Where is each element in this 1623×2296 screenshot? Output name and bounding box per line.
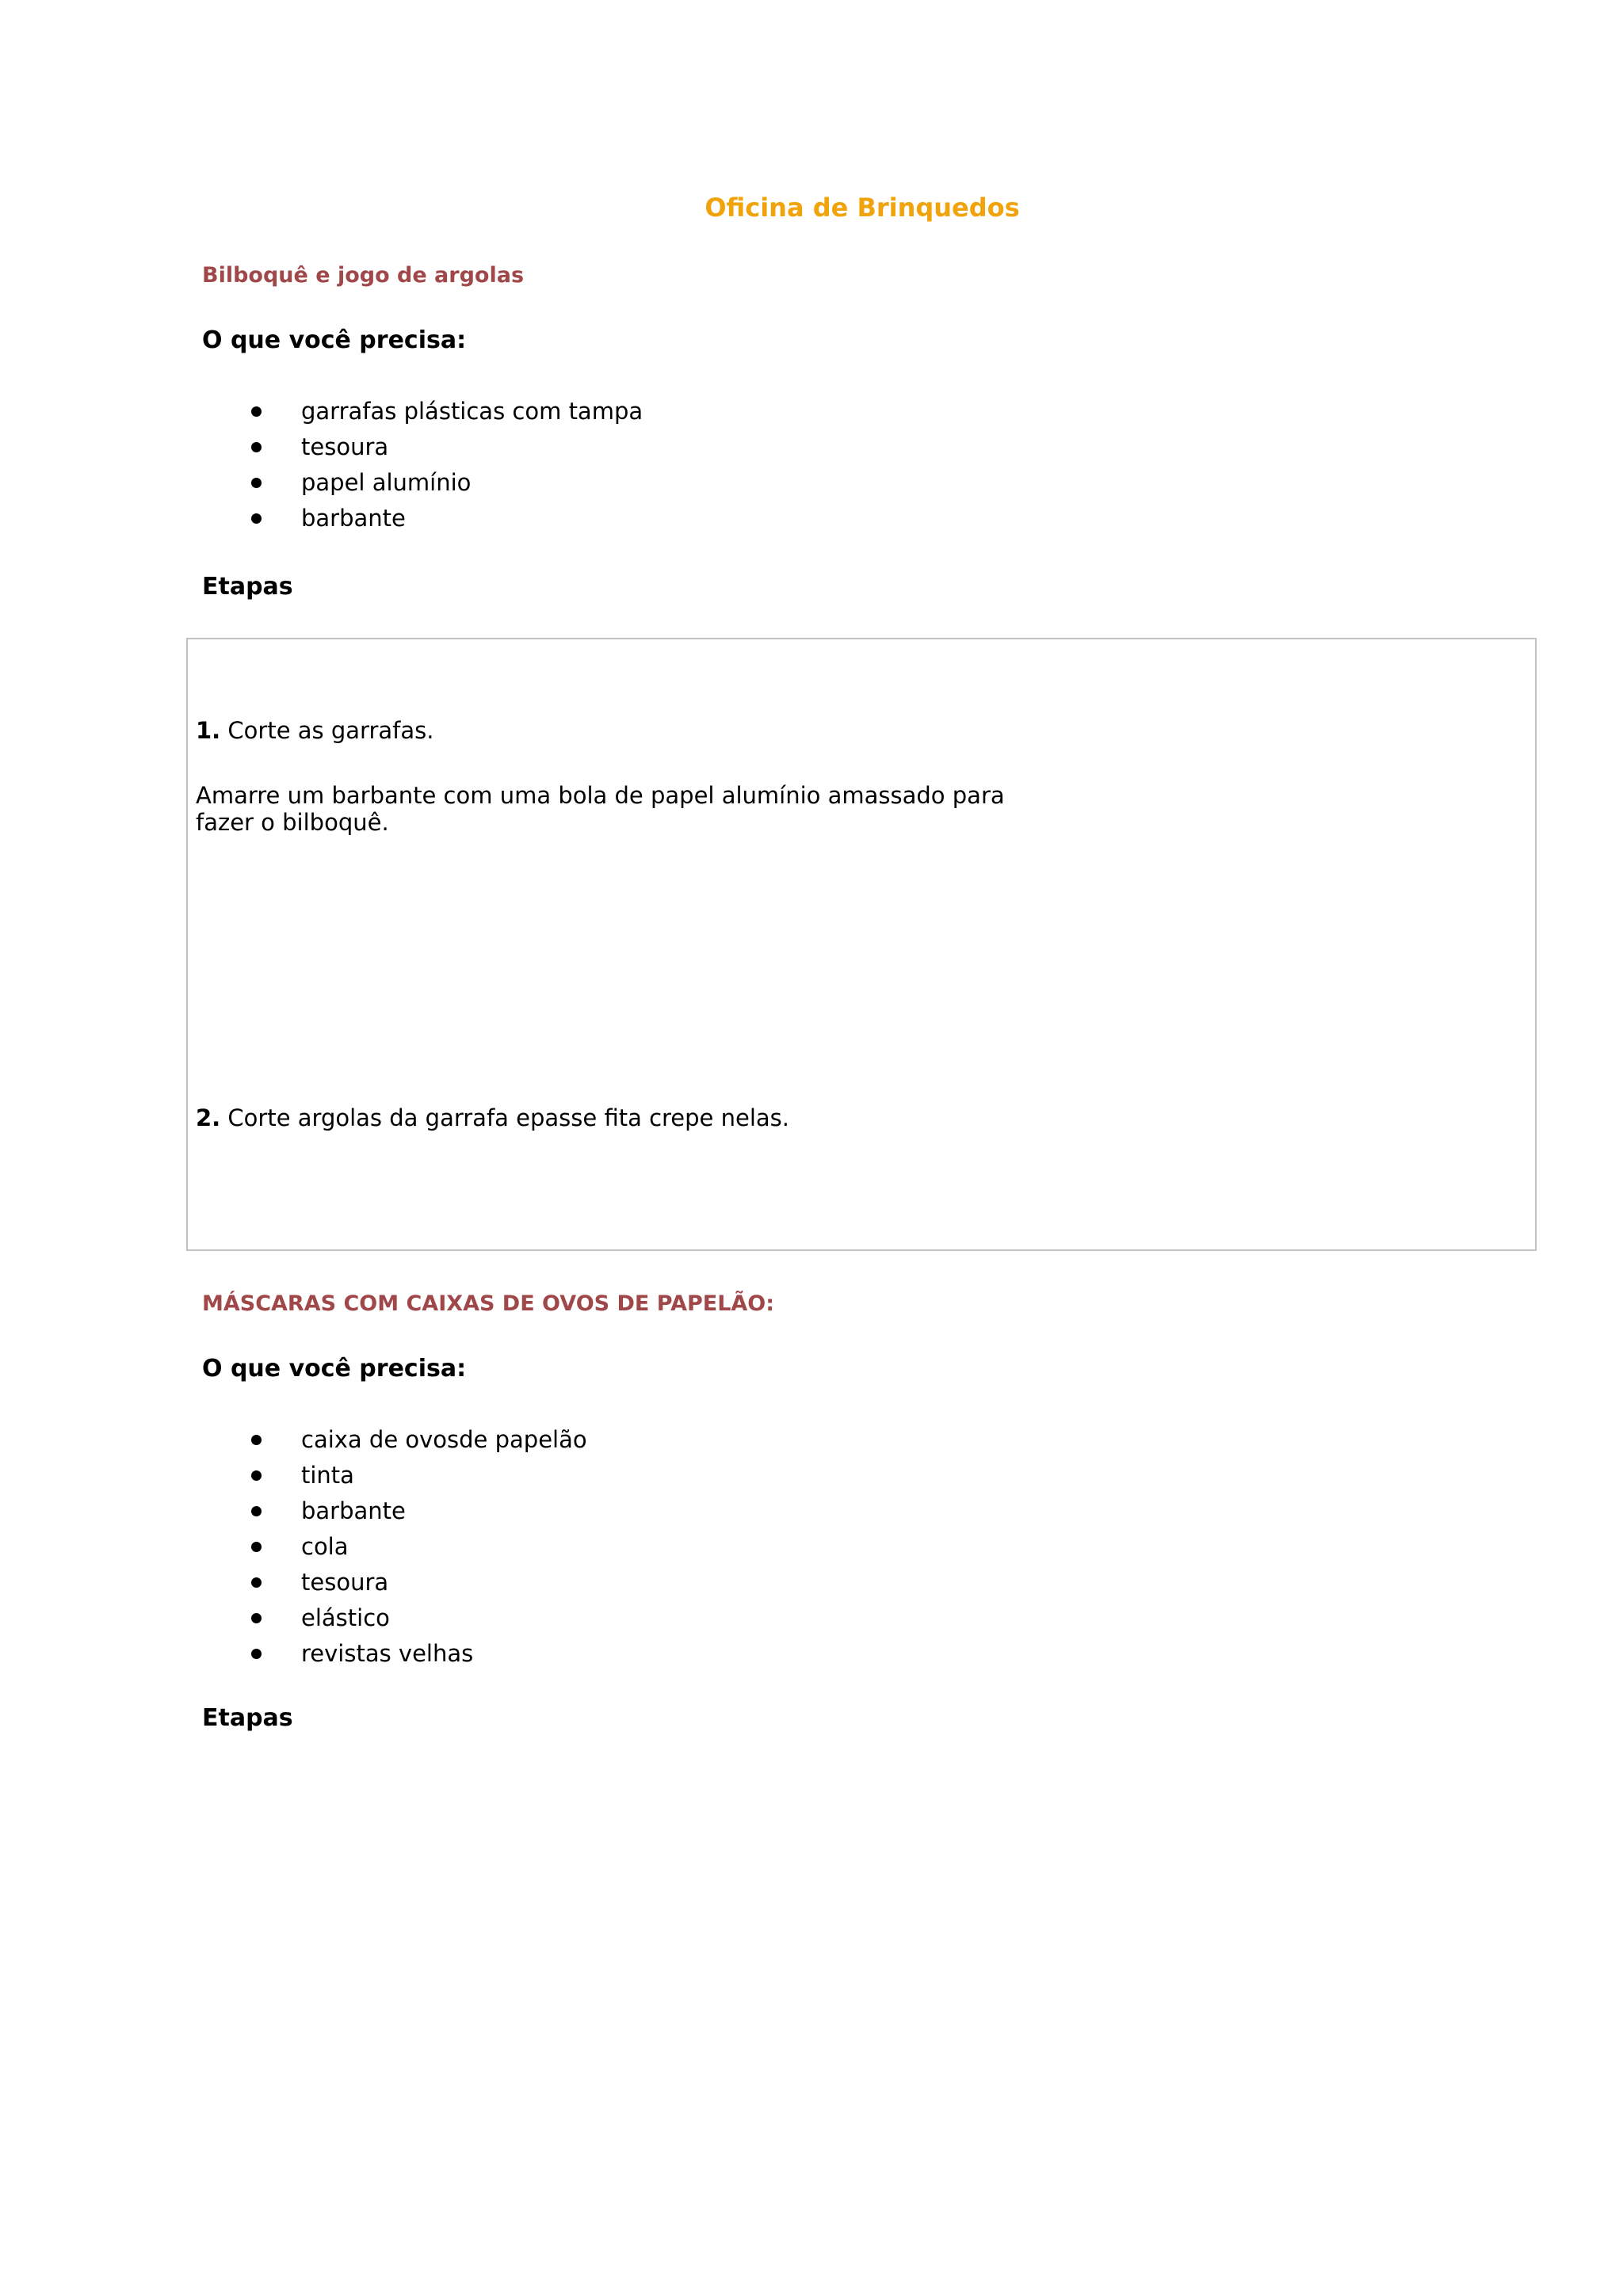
step-number: 1. [196, 717, 221, 744]
step-text: Corte argolas da garrafa epasse fita crepe nelas. [227, 1104, 789, 1131]
list-item: tinta [238, 1458, 587, 1493]
bullet-icon [251, 1470, 262, 1481]
list-item: barbante [238, 501, 643, 536]
step-1-note: Amarre um barbante com uma bola de papel alumínio amassado para fazer o bilboquê. [196, 782, 1005, 836]
list-item: revistas velhas [238, 1636, 587, 1672]
step-2 [196, 1104, 789, 1132]
section-heading-bilboque: Bilboquê e jogo de argolas [202, 263, 525, 288]
bullet-icon [251, 1542, 262, 1552]
list-item: caixa de ovosde papelão [238, 1422, 587, 1458]
steps-box [186, 638, 1537, 1251]
step-1 [196, 716, 433, 745]
bullet-icon [251, 1577, 262, 1588]
list-item: elástico [238, 1600, 587, 1636]
bullet-icon [251, 406, 262, 417]
bullet-icon [251, 1506, 262, 1516]
list-item: papel alumínio [238, 465, 643, 501]
materials-list [238, 394, 643, 536]
section-heading-mascaras: MÁSCARAS COM CAIXAS DE OVOS DE PAPELÃO: [202, 1291, 775, 1316]
steps-label: Etapas [202, 1704, 293, 1732]
step-number: 2. [196, 1104, 221, 1131]
step-text: Corte as garrafas. [227, 717, 434, 744]
list-item: garrafas plásticas com tampa [238, 394, 643, 429]
list-item: barbante [238, 1493, 587, 1529]
bullet-icon [251, 478, 262, 488]
bullet-icon [251, 513, 262, 524]
list-item: tesoura [238, 1565, 587, 1600]
bullet-icon [251, 1613, 262, 1623]
bullet-icon [251, 1649, 262, 1659]
bullet-icon [251, 1435, 262, 1445]
materials-label: O que você precisa: [202, 1355, 467, 1383]
list-item: tesoura [238, 429, 643, 465]
steps-label: Etapas [202, 573, 293, 601]
bullet-icon [251, 442, 262, 452]
materials-list [238, 1422, 587, 1672]
page-title: Oficina de Brinquedos [705, 193, 1020, 223]
materials-label: O que você precisa: [202, 326, 467, 354]
list-item: cola [238, 1529, 587, 1565]
